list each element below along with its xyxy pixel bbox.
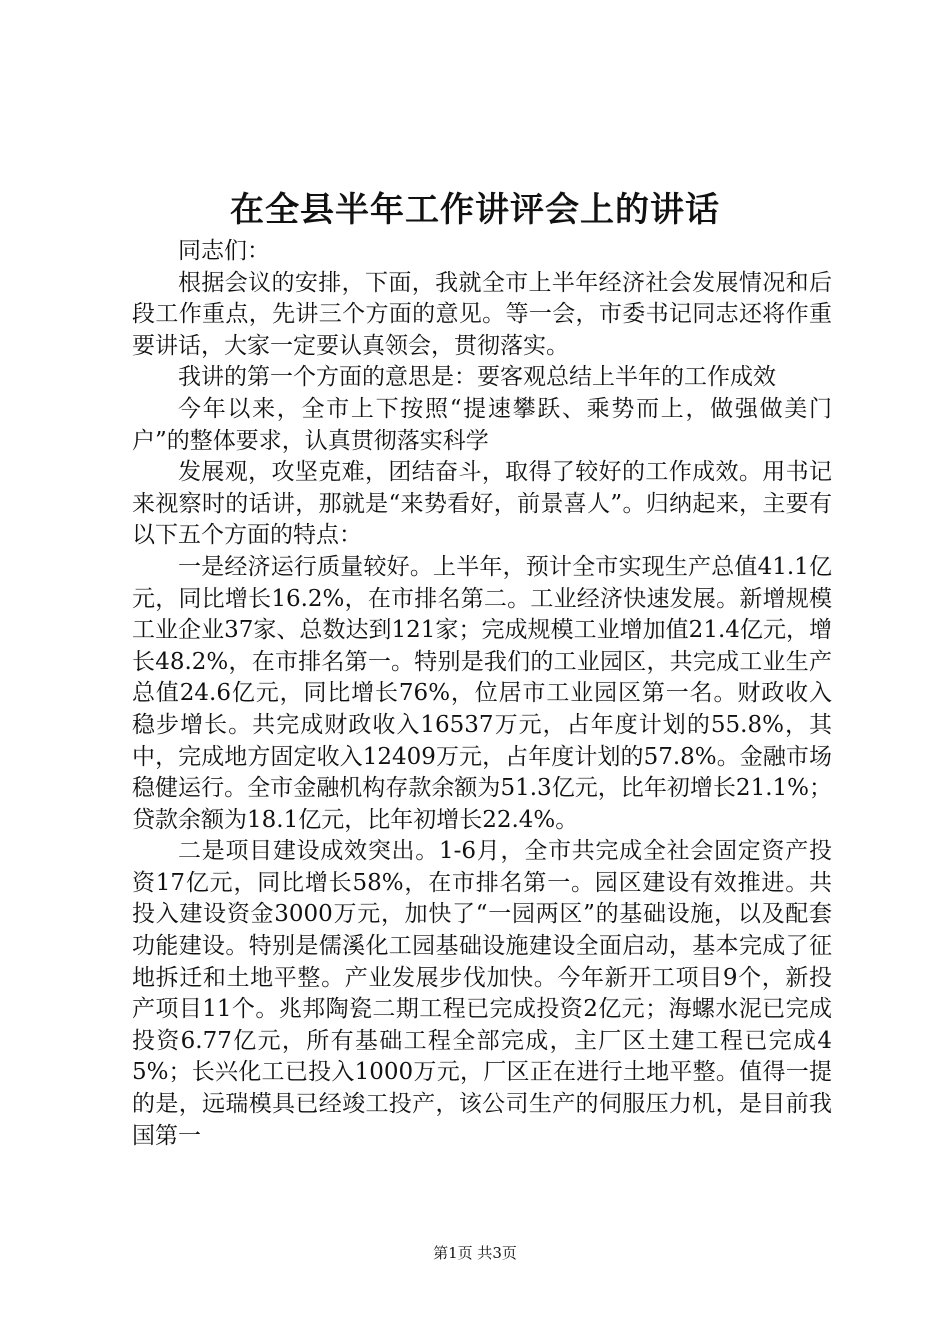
paragraph-achievements: 发展观，攻坚克难，团结奋斗，取得了较好的工作成效。用书记来视察时的话讲，那就是“来势看好，前景喜人”。归纳起来，主要有以下五个方面的特点： xyxy=(132,459,832,549)
paragraph-requirements: 今年以来，全市上下按照“提速攀跃、乘势而上，做强做美门户”的整体要求，认真贯彻落实科学 xyxy=(132,395,832,454)
paragraph-section-heading: 我讲的第一个方面的意思是：要客观总结上半年的工作成效 xyxy=(178,364,776,391)
document-title: 在全县半年工作讲评会上的讲话 xyxy=(230,190,720,230)
paragraph-economy: 一是经济运行质量较好。上半年，预计全市实现生产总值41.1亿元，同比增长16.2%，在市排名第二。工业经济快速发展。新增规模工业企业37家、总数达到121家；完成规模工业增加值21.4亿元，增长48.2%，在市排名第一。特别是我们的工业园区，共完成工业生产总值24.6亿元，同比增长76%，位居市工业园区第一名。财政收入稳步增长。共完成财政收入16537万元，占年度计划的55.8%，其中，完成地方固定收入12409万元，占年度计划的57.8%。金融市场稳健运行。全市金融机构存款余额为51.3亿元，比年初增长21.1%；贷款余额为18.1亿元，比年初增长22.4%。 xyxy=(132,553,832,833)
paragraph-projects: 二是项目建设成效突出。1-6月，全市共完成全社会固定资产投资17亿元，同比增长58%，在市排名第一。园区建设有效推进。共投入建设资金3000万元，加快了“一园两区”的基础设施，以及配套功能建设。特别是儒溪化工园基础设施建设全面启动，基本完成了征地拆迁和土地平整。产业发展步伐加快。今年新开工项目9个，新投产项目11个。兆邦陶瓷二期工程已完成投资2亿元；海螺水泥已完成投资6.77亿元，所有基础工程全部完成，主厂区土建工程已完成45%；长兴化工已投入1000万元，厂区正在进行土地平整。值得一提的是，远瑞模具已经竣工投产，该公司生产的伺服压力机，是目前我国第一 xyxy=(132,838,832,1149)
paragraph-intro: 根据会议的安排，下面，我就全市上半年经济社会发展情况和后段工作重点，先讲三个方面的意见。等一会，市委书记同志还将作重要讲话，大家一定要认真领会，贯彻落实。 xyxy=(132,269,832,359)
paragraph-salutation: 同志们： xyxy=(178,238,270,264)
page-number-footer: 第1页 共3页 xyxy=(433,1244,517,1262)
document-body xyxy=(132,236,832,1152)
